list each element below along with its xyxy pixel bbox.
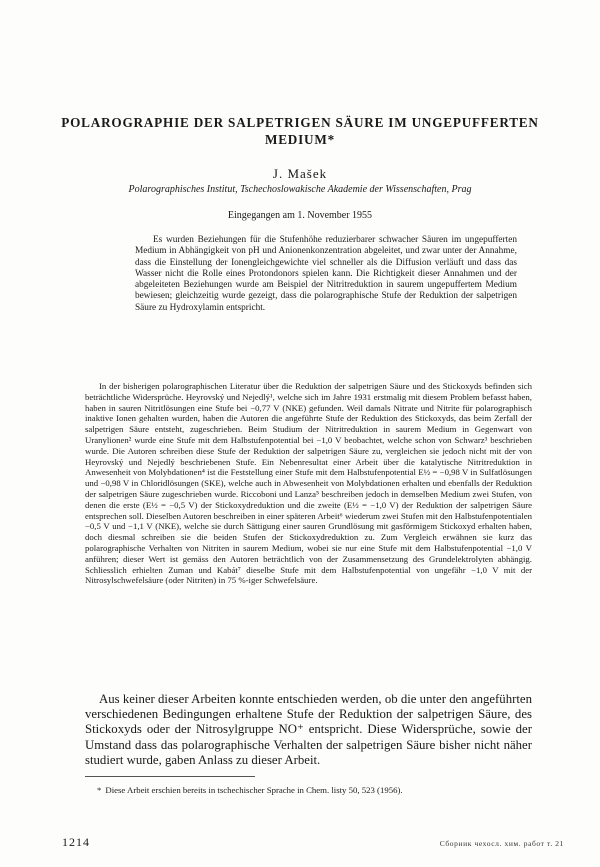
footnote-mark: * (97, 785, 102, 795)
article-title: POLAROGRAPHIE DER SALPETRIGEN SÄURE IM UNGEPUFFERTEN MEDIUM* (61, 115, 539, 147)
abstract (135, 235, 517, 314)
journal-running-footer: Сборник чехосл. хим. работ т. 21 (439, 839, 564, 848)
footnote (85, 785, 532, 796)
abstract-text: Es wurden Beziehungen für die Stufenhöhe reduzierbarer schwacher Säuren im ungepufferten Medium in Abhängigkeit von pH und Anionenkonzentration abgeleitet, und zwar unter der Annahme, dass die Einstellung der Ionengleichgewichte viel schneller als die Diffusion verläuft und dass das Wasser nicht die Rolle eines Protondonors spielen kann. Die Richtigkeit dieser Annahmen und der abgeleiteten Beziehungen wurde am Beispiel der Nitritreduktion in saurem ungepuffertem Medium bewiesen; gleichzeitig wurde gezeigt, dass die polarographische Stufe der Reduktion der salpetrigen Säure zu Hydroxylamin entspricht. (135, 235, 517, 313)
received-date: Eingegangen am 1. November 1955 (227, 210, 373, 221)
footnote-rule (85, 776, 255, 777)
page-number: 1214 (62, 835, 90, 849)
body-paragraph: In der bisherigen polarographischen Literatur über die Reduktion der salpetrigen Säure und des Stickoxyds befinden sich beträchtliche Widersprüche. Heyrovský und Nejedlý¹, welche sich im Jahre 1931 erstmalig mit diesem Problem befasst haben, haben in sauren Nitritlösungen eine Stufe bei −0,77 V (NKE) gefunden. Weil damals Nitrate und Nitrite für polarographisch inaktive Ionen gehalten wurden, haben die Autoren die angeführte Stufe der Reduktion des Stickoxyds, das beim Zerfall der salpetrigen Säure entsteht, zugeschrieben. Beim Studium der Nitritreduktion in saurem Medium in Gegenwart von Uranylionen² wurde eine Stufe mit dem Halbstufenpotential bei −1,0 V beobachtet, welche schon von Schwarz³ beschrieben wurde. Die Autoren schreiben diese Stufe der Reduktion der salpetrigen Säure zu, vergleichen sie jedoch nicht mit der von Heyrovský und Nejedlý beschriebenen Stufe. Ein Nebenresultat einer Arbeit über die katalytische Nitritreduktion in Anwesenheit von Molybdationen⁴ ist die Feststellung einer Stufe mit dem Halbstufenpotential E½ = −0,98 V in Sulfatlösungen und −0,98 V in Chloridlösungen (SKE), welche auch in Abwesenheit von Molybdationen erhalten und ebenfalls der Reduktion der salpetrigen Säure zugeschrieben wurde. Riccoboni und Lanza⁵ beschreiben jedoch in demselben Medium zwei Stufen, von denen die erste (E½ = −0,5 V) der Stickoxydreduktion und die zweite (E½ = −1,0 V) der Reduktion der salpetrigen Säure entsprechen soll. Dieselben Autoren beschreiben in einer späteren Arbeit⁶ wiederum zwei Stufen mit den Halbstufenpotentialen −0,5 V und −1,1 V (NKE), welche sie durch Sättigung einer sauren Grundlösung mit gasförmigem Stickoxyd erhalten haben, doch diesmal schreiben sie die beiden Stufen der Stickoxydreduktion zu. Zum Vergleich erwähnen sie kurz das polarographische Verhalten von Nitriten in saurem Medium, wobei sie nur eine Stufe mit dem Halbstufenpotential −1,0 V anführen; dieser Wert ist gemäss den Autoren beträchtlich von der Zusammensetzung des Grundelektrolyten abhängig. Schliesslich erhielten Zuman und Kabát⁷ dieselbe Stufe mit dem Halbstufenpotential von ungefähr −1,0 V mit der Nitrosylschwefelsäure (oder Nitriten) in 75 %-iger Schwefelsäure. (85, 381, 532, 586)
large-paragraph (85, 692, 532, 768)
large-paragraph-text: Aus keiner dieser Arbeiten konnte entschieden werden, ob die unter den angeführten verschiedenen Bedingungen erhaltene Stufe der Reduktion der salpetrigen Säure, des Stickoxyds oder der Nitrosylgruppe NO⁺ entspricht. Diese Widersprüche, sowie der Umstand dass das polarographische Verhalten der salpetrigen Säure bisher nicht näher studiert wurde, gaben Anlass zu dieser Arbeit. (85, 692, 532, 767)
author-name: J. Mašek (272, 166, 328, 181)
author-affiliation: Polarographisches Institut, Tschechoslowakische Akademie der Wissenschaften, Prag (128, 184, 472, 195)
footnote-text: Diese Arbeit erschien bereits in tschechischer Sprache in Chem. listy 50, 523 (1956). (105, 785, 403, 795)
body-text (85, 381, 532, 586)
